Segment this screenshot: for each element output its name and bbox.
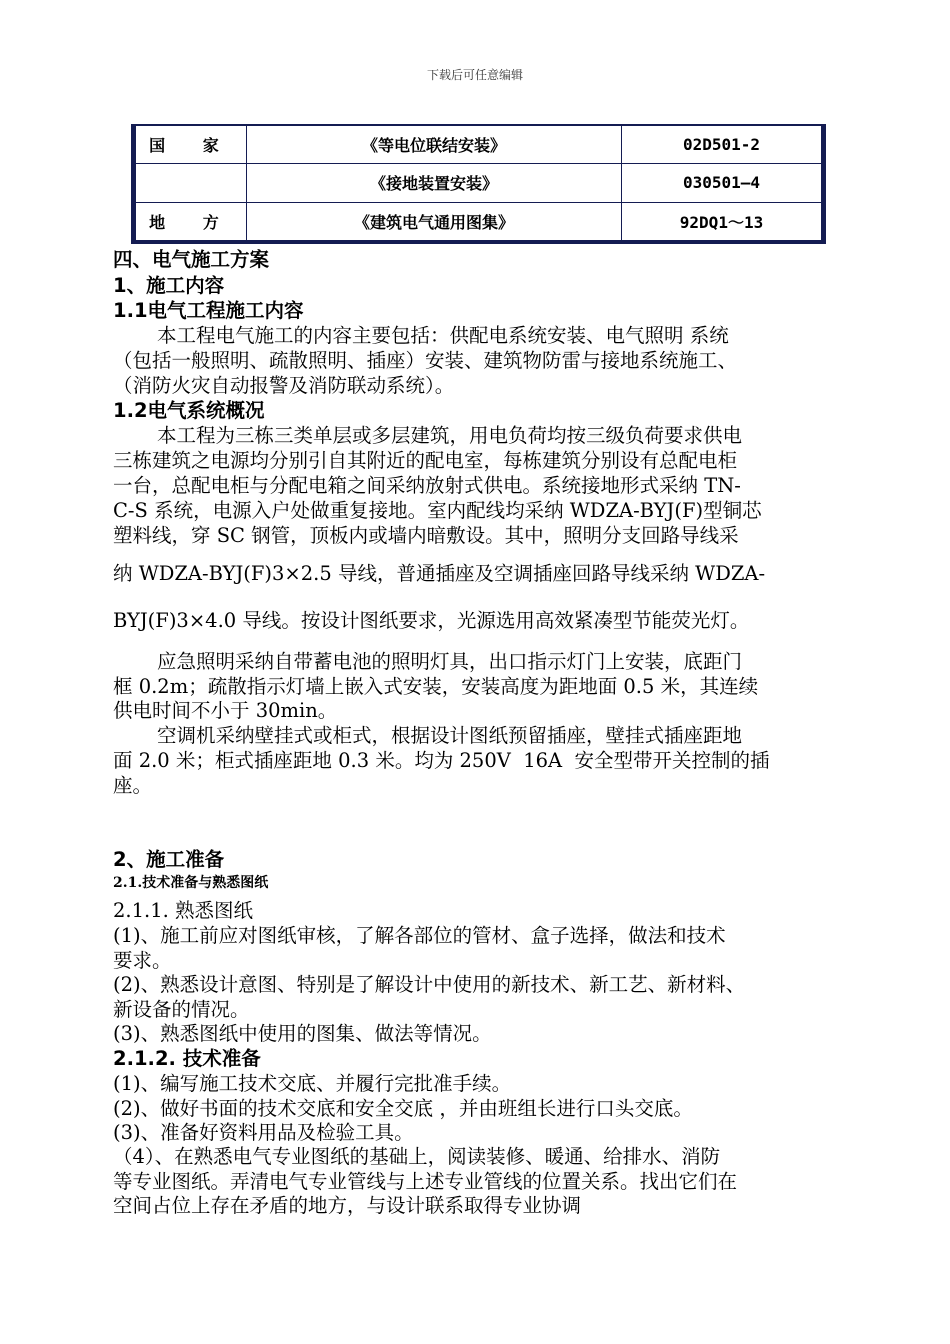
paragraph-line: 要求。 [113, 949, 172, 972]
paragraph-line: 塑料线，穿 SC 钢管，顶板内或墙内暗敷设。其中，照明分支回路导线采 [113, 524, 739, 547]
section-heading: 2、施工准备 [113, 848, 225, 871]
paragraph-line: 框 0.2m；疏散指示灯墙上嵌入式安装，安装高度为距地面 0.5 米，其连续 [113, 675, 759, 698]
table-row [136, 164, 822, 202]
paragraph-line: （包括一般照明、疏散照明、插座）安装、建筑物防雷与接地系统施工、 [113, 349, 738, 372]
table-row [136, 202, 822, 240]
paragraph-line: 等专业图纸。弄清电气专业管线与上述专业管线的位置关系。找出它们在 [113, 1170, 738, 1193]
header-note: 下载后可任意编辑 [426, 68, 523, 82]
paragraph-line: 面 2.0 米；柜式插座距地 0.3 米。均为 250V 16A 安全型带开关控制的插 [113, 749, 770, 772]
paragraph-line: (2)、熟悉设计意图、特别是了解设计中使用的新技术、新工艺、新材料、 [113, 973, 746, 996]
subsection-heading: 1.2电气系统概况 [113, 399, 265, 422]
table-cell-code: 030501—4 [622, 164, 822, 202]
paragraph-line: (3)、熟悉图纸中使用的图集、做法等情况。 [113, 1022, 492, 1045]
paragraph-line: 三栋建筑之电源均分别引自其附近的配电室，每栋建筑分别设有总配电柜 [113, 449, 738, 472]
paragraph-line: 本工程为三栋三类单层或多层建筑，用电负荷均按三级负荷要求供电 [157, 424, 743, 447]
table-cell-scope: 地 方 [136, 202, 247, 240]
subsection-heading: 1.1电气工程施工内容 [113, 299, 304, 322]
paragraph-line: 纳 WDZA-BYJ(F)3×2.5 导线，普通插座及空调插座回路导线采纳 WDZA- [113, 562, 766, 585]
paragraph-line: 新设备的情况。 [113, 998, 250, 1021]
paragraph-line: （消防火灾自动报警及消防联动系统）。 [113, 374, 455, 397]
subsection-heading: 2.1.技术准备与熟悉图纸 [113, 875, 269, 891]
paragraph-line: 本工程电气施工的内容主要包括：供配电系统安装、电气照明 系统 [157, 324, 729, 347]
paragraph-line: (1)、编写施工技术交底、并履行完批准手续。 [113, 1072, 512, 1095]
paragraph-line: 空间占位上存在矛盾的地方，与设计联系取得专业协调 [113, 1194, 582, 1217]
paragraph-line: C-S 系统，电源入户处做重复接地。室内配线均采纳 WDZA-BYJ(F)型铜芯 [113, 499, 762, 522]
subsection-heading: 1、施工内容 [113, 274, 225, 297]
paragraph-line: 供电时间不小于 30min。 [113, 699, 338, 722]
paragraph-line: BYJ(F)3×4.0 导线。按设计图纸要求，光源选用高效紧凑型节能荧光灯。 [113, 609, 750, 632]
table-cell-code: 02D501-2 [622, 126, 822, 164]
paragraph-line: 一台，总配电柜与分配电箱之间采纳放射式供电。系统接地形式采纳 TN- [113, 474, 741, 497]
paragraph-line: （4）、在熟悉电气专业图纸的基础上，阅读装修、暖通、给排水、消防 [113, 1145, 721, 1168]
table-cell-scope: 国 家 [136, 126, 247, 164]
paragraph-line: 座。 [113, 774, 153, 797]
standards-table [131, 124, 826, 244]
table-cell-scope [136, 164, 247, 202]
paragraph-line: (1)、施工前应对图纸审核，了解各部位的管材、盒子选择，做法和技术 [113, 924, 726, 947]
section-heading: 四、电气施工方案 [113, 248, 270, 271]
paragraph-line: 应急照明采纳自带蓄电池的照明灯具，出口指示灯门上安装，底距门 [157, 650, 743, 673]
table-cell-title: 《接地装置安装》 [247, 164, 622, 202]
table-cell-title: 《建筑电气通用图集》 [247, 202, 622, 240]
paragraph-line: 2.1.1. 熟悉图纸 [113, 899, 254, 922]
table-cell-code: 92DQ1～13 [622, 202, 822, 240]
paragraph-line: (2)、做好书面的技术交底和安全交底 ，并由班组长进行口头交底。 [113, 1097, 693, 1120]
subsection-heading: 2.1.2. 技术准备 [113, 1047, 261, 1070]
table-cell-title: 《等电位联结安装》 [247, 126, 622, 164]
paragraph-line: 空调机采纳壁挂式或柜式，根据设计图纸预留插座，壁挂式插座距地 [157, 724, 743, 747]
table-row [136, 126, 822, 164]
paragraph-line: (3)、准备好资料用品及检验工具。 [113, 1121, 414, 1144]
